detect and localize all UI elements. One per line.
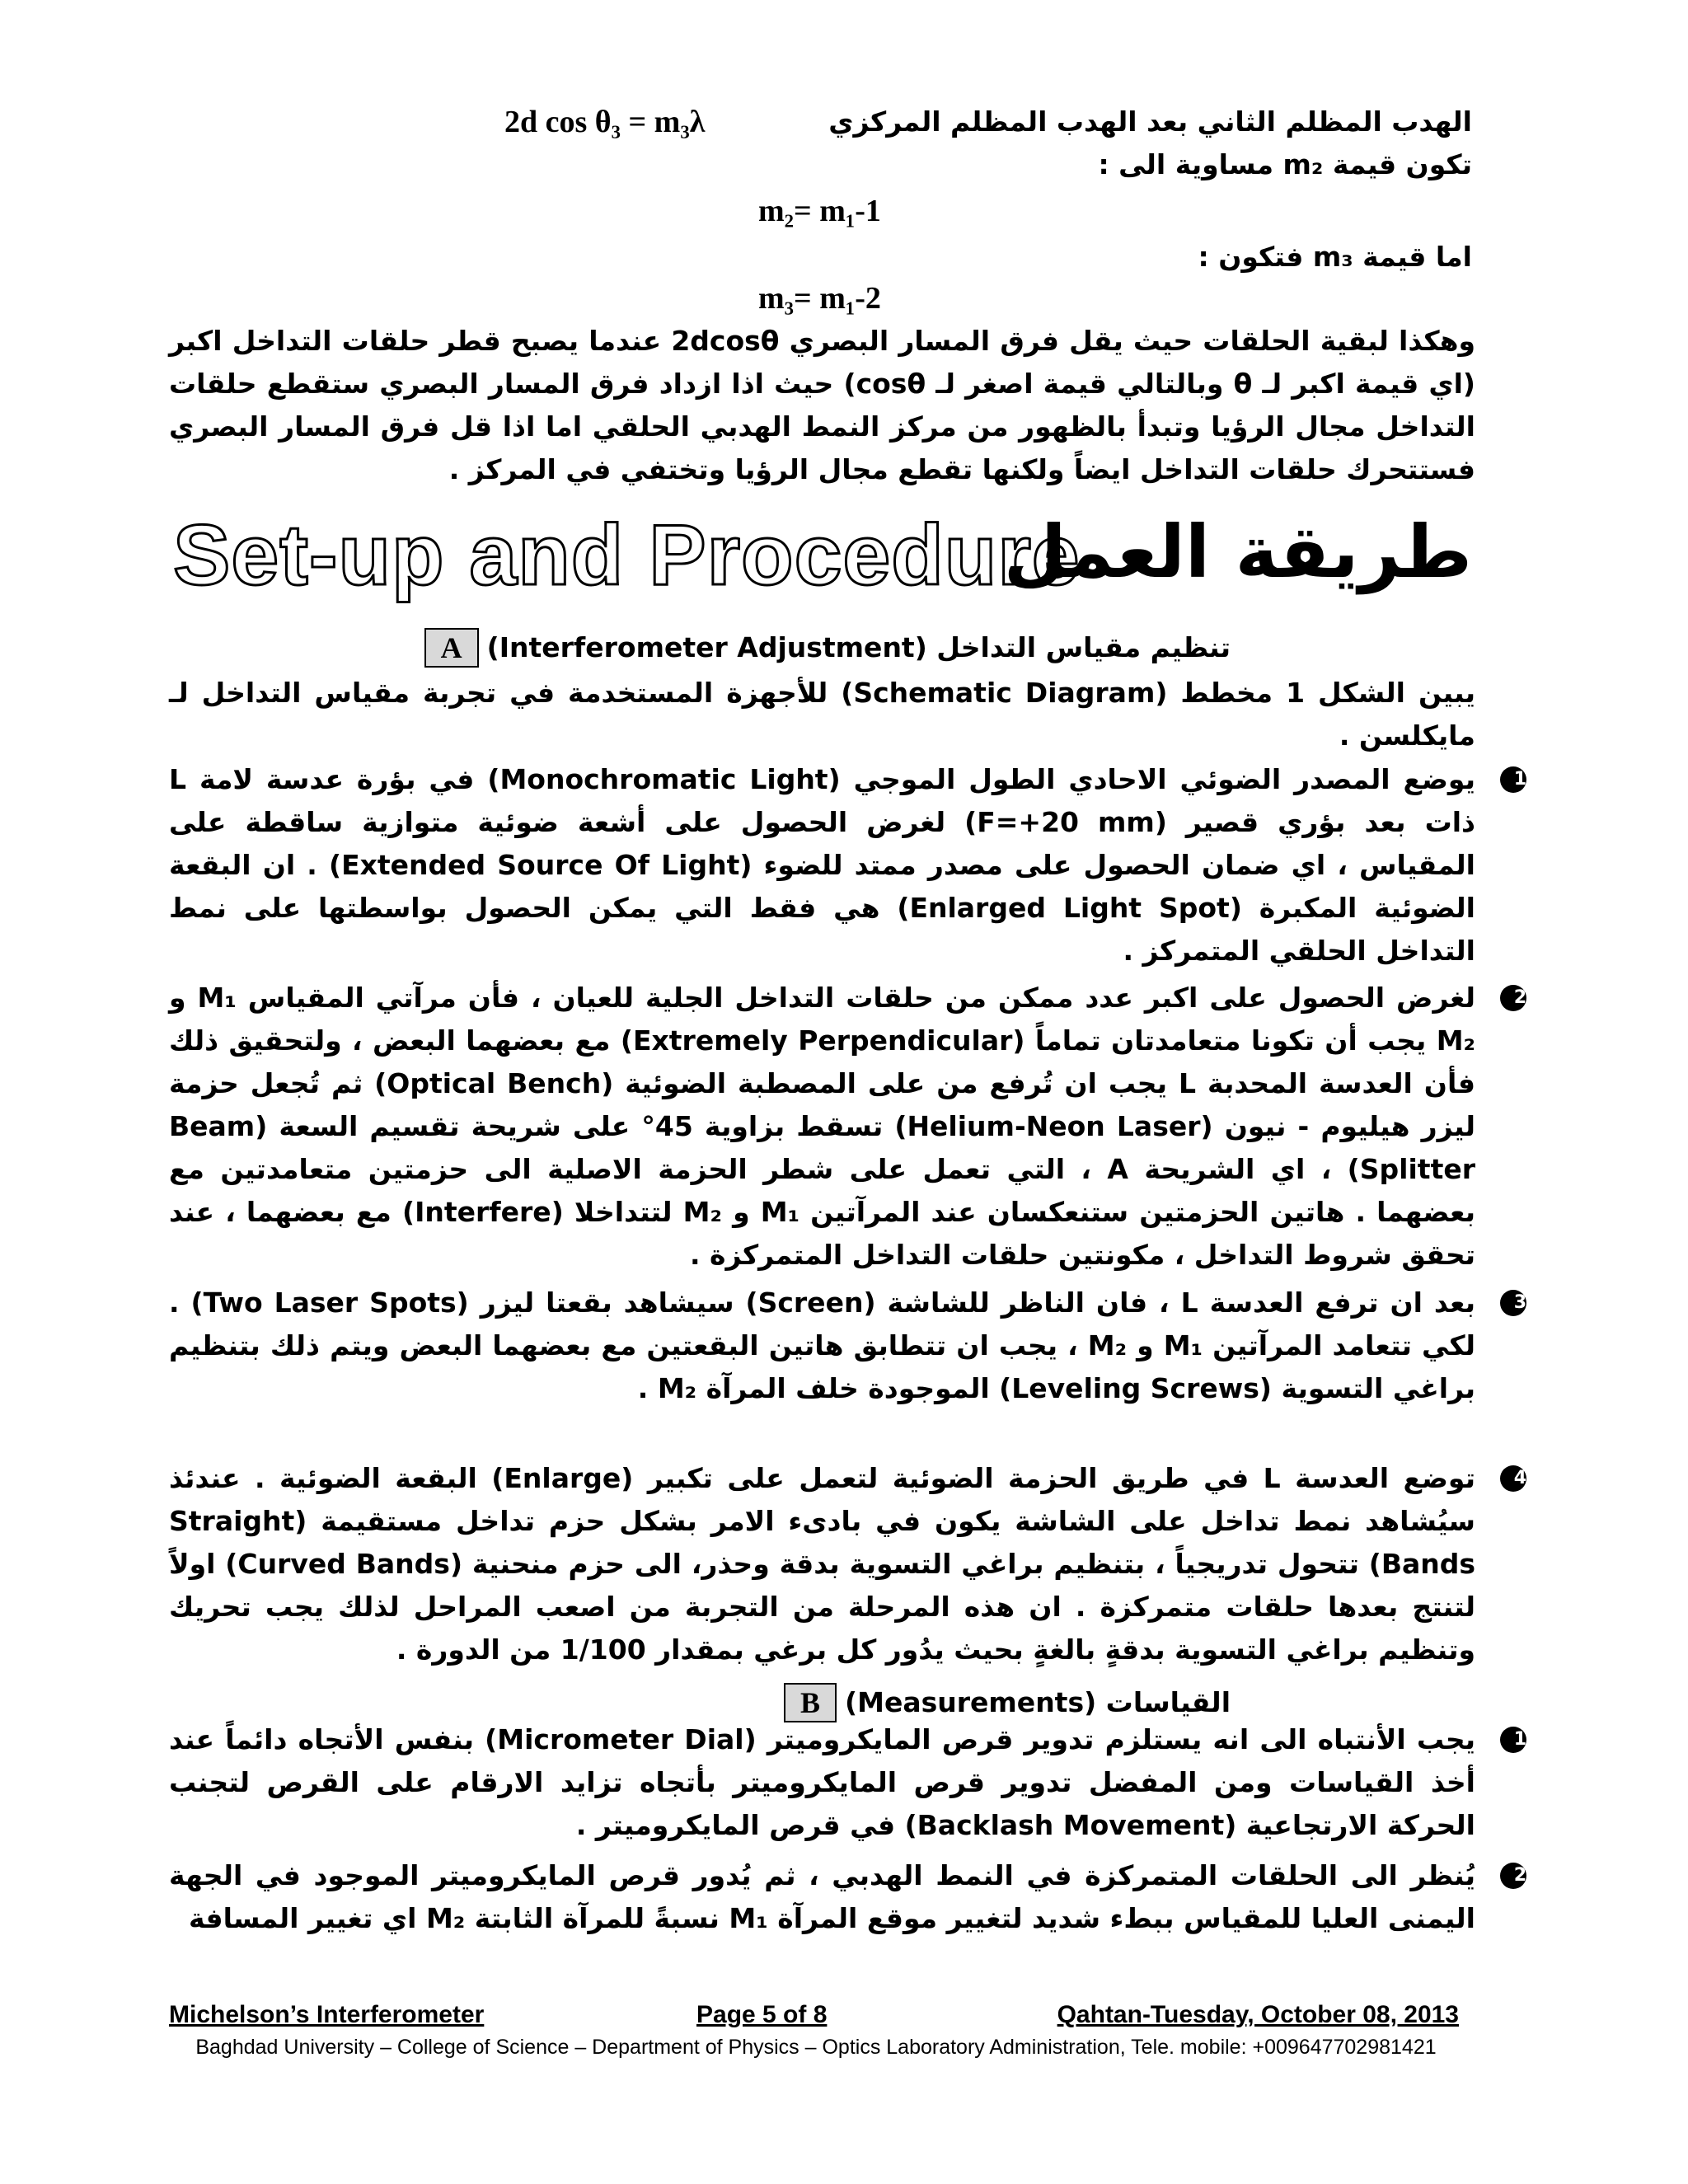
equation-m3: m₃= m₁-2 bbox=[758, 281, 881, 316]
text-line-m3-value: اما قيمة m₃ فتكون : bbox=[1198, 241, 1472, 273]
section-a-header bbox=[424, 626, 1231, 669]
number-badge: 3 bbox=[1500, 1290, 1526, 1316]
section-a-item-1 bbox=[169, 758, 1526, 972]
section-b-item-1 bbox=[169, 1718, 1526, 1847]
item-text: لغرض الحصول على اكبر عدد ممكن من حلقات التداخل الجلية للعيان ، فأن مرآتي المقياس M₁ و M₂ يجب أن تكونا متعامدتان تماماً (Extremely Perpendicular) مع بعضهما البعض ، ولتحقيق ذلك فأن العدسة المحدبة L يجب ان تُرفع من على المصطبة الضوئية (Optical Bench) ثم تُجعل حزمة ليزر هيليوم - نيون (Helium-Neon Laser) تسقط بزاوية 45° على شريحة تقسيم السعة (Beam Splitter) ، اي الشريحة A ، التي تعمل على شطر الحزمة الاصلية الى حزمتين متعامدتين مع بعضهما . هاتين الحزمتين ستنعكسان عند المرآتين M₁ و M₂ لتتداخلا (Interfere) مع بعضهما ، عند تحقق شروط التداخل ، مكونتين حلقات التداخل المتمركزة . bbox=[169, 982, 1475, 1271]
section-a-item-3 bbox=[169, 1282, 1526, 1410]
equation-m2: m₂= m₁-1 bbox=[758, 194, 881, 228]
item-text: توضع العدسة L في طريق الحزمة الضوئية لتعمل على تكبير (Enlarge) البقعة الضوئية . عندئذ سيُشاهد نمط تداخل على الشاشة يكون في بادىء الامر بشكل حزم تداخل مستقيمة (Straight Bands) تتحول تدريجياً ، بتنظيم براغي التسوية بدقة وحذر، الى حزم منحنية (Curved Bands) اولاً لتنتج بعدها حلقات متمركزة . ان هذه المرحلة من التجربة من اصعب المراحل لذلك يجب تحريك وتنظيم براغي التسوية بدقةٍ بالغةٍ بحيث يدُور كل برغي بمقدار 1/100 من الدورة . bbox=[169, 1462, 1476, 1666]
number-badge: 4 bbox=[1500, 1465, 1526, 1492]
section-b-item-2 bbox=[169, 1854, 1526, 1940]
footer-institution: Baghdad University – College of Science – Department of Physics – Optics Laboratory Administration, Tele. mobile: +009647702981421 bbox=[195, 2036, 1437, 2059]
title-arabic: طريقة العمل bbox=[1003, 509, 1472, 594]
footer-title: Michelson’s Interferometer bbox=[169, 2001, 485, 2028]
number-badge: 1 bbox=[1500, 766, 1526, 793]
item-text: بعد ان ترفع العدسة L ، فان الناظر للشاشة (Screen) سيشاهد بقعتا ليزر (Two Laser Spots) . لكي تتعامد المرآتين M₁ و M₂ ، يجب ان تتطابق هاتين البقعتين مع بعضهما البعض ويتم ذلك بتنظيم براغي التسوية (Leveling Screws) الموجودة خلف المرآة M₂ . bbox=[169, 1286, 1475, 1404]
section-a-badge: A bbox=[424, 628, 479, 668]
equation-theta3: 2d cos θ₃ = m₃λ bbox=[504, 105, 706, 139]
text-line-m2-value: تكون قيمة m₂ مساوية الى : bbox=[1098, 148, 1472, 180]
footer-author-date: Qahtan-Tuesday, October 08, 2013 bbox=[1057, 2001, 1459, 2028]
number-badge: 2 bbox=[1500, 1863, 1526, 1889]
paragraph-optical-path: وهكذا لبقية الحلقات حيث يقل فرق المسار البصري 2dcosθ عندما يصبح قطر حلقات التداخل اكبر (اي قيمة اكبر لـ θ وبالتالي قيمة اصغر لـ cosθ) حيث اذا ازداد فرق المسار البصري ستقطع حلقات التداخل مجال الرؤيا وتبدأ بالظهور من مركز النمط الهدبي الحلقي اما اذا قل فرق المسار البصري فستتحرك حلقات التداخل ايضاً ولكنها تقطع مجال الرؤيا وتختفي في المركز . bbox=[169, 325, 1476, 485]
item-text: يجب الأنتباه الى انه يستلزم تدوير قرص المايكروميتر (Micrometer Dial) بنفس الأتجاه دائماً عند أخذ القياسات ومن المفضل تدوير قرص المايكروميتر بأتجاه تزايد الارقام على القرص لتجنب الحركة الارتجاعية (Backlash Movement) في قرص المايكروميتر . bbox=[169, 1723, 1475, 1841]
footer-page-number: Page 5 of 8 bbox=[696, 2001, 828, 2028]
item-text: يُنظر الى الحلقات المتمركزة في النمط الهدبي ، ثم يُدور قرص المايكروميتر الموجود في الجهة اليمنى العليا للمقياس ببطء شديد لتغيير موقع المرآة M₁ نسبةً للمرآة الثابتة M₂ اي تغيير المسافة bbox=[169, 1859, 1475, 1934]
number-badge: 2 bbox=[1500, 985, 1526, 1011]
number-badge: 1 bbox=[1500, 1727, 1526, 1753]
section-b-heading: القياسات (Measurements) bbox=[845, 1686, 1231, 1718]
section-a-intro: يبين الشكل 1 مخطط (Schematic Diagram) للأجهزة المستخدمة في تجربة مقياس التداخل لـ مايكلسن . bbox=[169, 677, 1475, 752]
item-text: يوضع المصدر الضوئي الاحادي الطول الموجي (Monochromatic Light) في بؤرة عدسة لامة L ذات بعد بؤري قصير (F=+20 mm) لغرض الحصول على أشعة ضوئية متوازية ساقطة على المقياس ، اي ضمان الحصول على مصدر ممتد للضوء (Extended Source Of Light) . ان البقعة الضوئية المكبرة (Enlarged Light Spot) هي فقط التي يمكن الحصول بواسطتها على نمط التداخل الحلقي المتمركز . bbox=[169, 763, 1475, 967]
title-english: Set-up and Procedure bbox=[173, 508, 1081, 603]
section-a-item-2 bbox=[169, 977, 1526, 1277]
section-a-item-4 bbox=[169, 1457, 1526, 1671]
section-a-heading: تنظيم مقياس التداخل (Interferometer Adjustment) bbox=[486, 631, 1231, 663]
text-line-dark-fringe: الهدب المظلم الثاني بعد الهدب المظلم المركزي bbox=[828, 105, 1472, 138]
section-b-badge: B bbox=[784, 1683, 837, 1722]
